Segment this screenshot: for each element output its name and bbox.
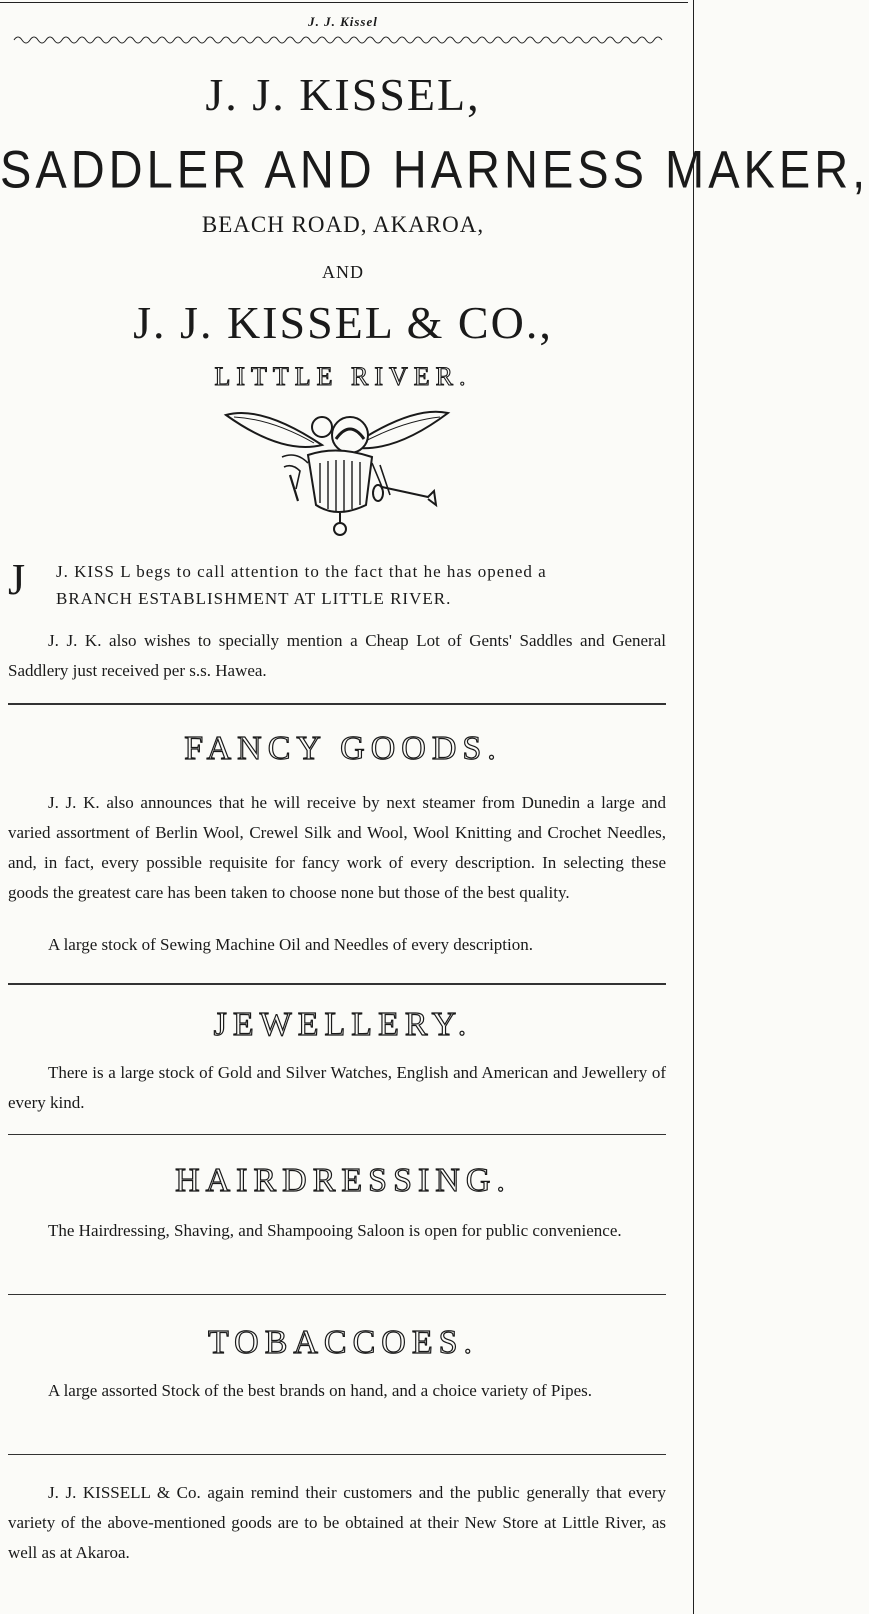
running-head: J. J. Kissel [308,14,378,29]
conjunction: AND [322,262,364,282]
sewing-paragraph: A large stock of Sewing Machine Oil and Needles of every description. [48,935,533,954]
top-rule [0,2,688,3]
jewellery-paragraph: There is a large stock of Gold and Silver Watches, English and American and Jewellery of every kind. [8,1063,666,1112]
jewellery-heading: JEWELLERY. [213,1006,473,1043]
saddlery-emblem-icon [222,405,452,545]
saddles-paragraph: J. J. K. also wishes to specially mention a Cheap Lot of Gents' Saddles and General Saddlery just received per s.s. Hawea. [8,631,666,680]
branch-location: LITTLE RIVER. [214,362,472,391]
right-edge-rule [693,0,694,1614]
trade-title: SADDLER AND HARNESS MAKER, [0,139,869,199]
section-divider [8,1454,666,1455]
fancy-goods-paragraph: J. J. K. also announces that he will receive by next steamer from Dunedin a large and varied assortment of Berlin Wool, Crewel Silk and Wool, Wool Knitting and Crochet Needles, and, in fact, every possible requisite for fancy work of every description. In selecting these goods the greatest care has been taken to choose none but those of the best quality. [8,793,666,902]
tobaccoes-heading: TOBACCOES. [207,1324,479,1361]
closing-paragraph: J. J. KISSELL & Co. again remind their customers and the public generally that every variety of the above-mentioned goods are to be obtained at their New Store at Little River, as well as at Akaroa. [8,1483,666,1562]
tobaccoes-paragraph: A large assorted Stock of the best brands on hand, and a choice variety of Pipes. [48,1381,593,1400]
section-divider [8,983,666,985]
section-divider [8,1294,666,1295]
hairdressing-heading: HAIRDRESSING. [175,1162,511,1199]
hairdressing-paragraph: The Hairdressing, Shaving, and Shampooing Saloon is open for public convenience. [48,1221,622,1240]
business-name: J. J. KISSEL, [205,69,481,120]
intro-line-2: BRANCH ESTABLISHMENT AT LITTLE RIVER. [56,589,452,608]
section-divider [8,703,666,705]
address: BEACH ROAD, AKAROA, [201,212,485,237]
wavy-rule [14,34,664,46]
branch-name: J. J. KISSEL & CO., [133,297,553,348]
fancy-goods-heading: FANCY GOODS. [184,730,502,767]
drop-cap: J [8,555,26,604]
section-divider [8,1134,666,1135]
intro-line-1: J. KISS L begs to call attention to the fact that he has opened a [56,562,547,581]
